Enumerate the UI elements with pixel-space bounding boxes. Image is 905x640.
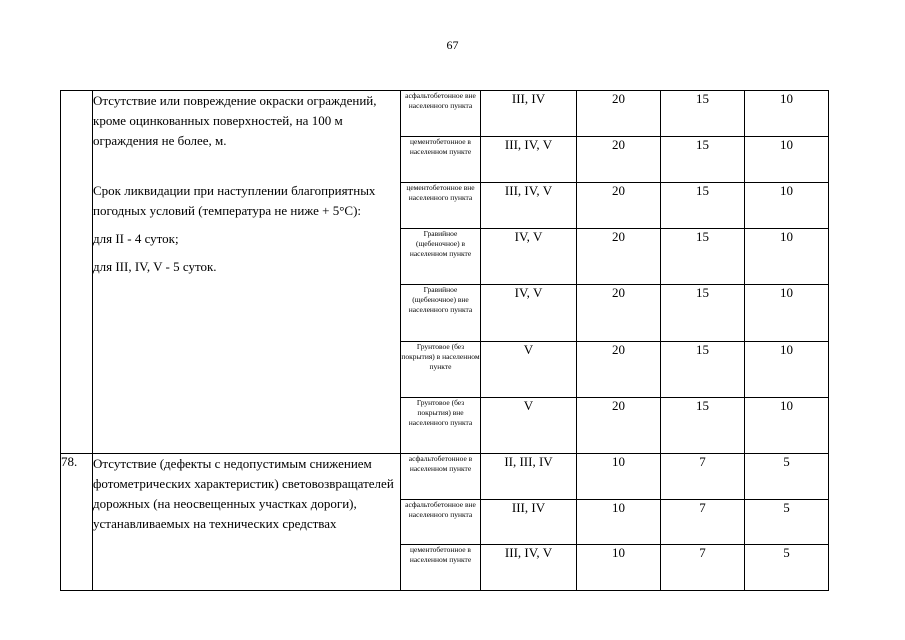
value-1: 20: [577, 137, 661, 183]
surface-type: Гравийное (щебеночное) в населенном пункте: [401, 229, 481, 285]
surface-type: Грунтовое (без покрытия) вне населенного пункта: [401, 398, 481, 454]
value-2: 7: [661, 500, 745, 545]
surface-type: цементобетонное в населенном пункте: [401, 137, 481, 183]
value-3: 5: [745, 545, 829, 591]
value-3: 10: [745, 137, 829, 183]
description-paragraph: Отсутствие (дефекты с недопустимым снижением фотометрических характеристик) световозвращателей дорожных (на неосвещенных участках дороги), устанавливаемых на технических средствах: [93, 456, 394, 531]
value-2: 15: [661, 342, 745, 398]
value-1: 10: [577, 454, 661, 500]
surface-type: асфальтобетонное вне населенного пункта: [401, 500, 481, 545]
value-2: 15: [661, 91, 745, 137]
row-description: [93, 91, 401, 454]
road-category: V: [481, 398, 577, 454]
road-category: III, IV: [481, 500, 577, 545]
value-2: 7: [661, 454, 745, 500]
value-2: 15: [661, 137, 745, 183]
description-paragraph: Срок ликвидации при наступлении благоприятных погодных условий (температура не ниже + 5°С):: [93, 183, 376, 218]
value-3: 5: [745, 454, 829, 500]
value-3: 10: [745, 285, 829, 342]
value-3: 10: [745, 342, 829, 398]
road-category: III, IV, V: [481, 183, 577, 229]
value-3: 10: [745, 398, 829, 454]
value-1: 20: [577, 342, 661, 398]
surface-type: асфальтобетонное в населенном пункте: [401, 454, 481, 500]
value-2: 15: [661, 398, 745, 454]
road-category: III, IV, V: [481, 137, 577, 183]
road-category: III, IV, V: [481, 545, 577, 591]
value-1: 20: [577, 398, 661, 454]
value-3: 10: [745, 91, 829, 137]
road-category: III, IV: [481, 91, 577, 137]
road-category: IV, V: [481, 229, 577, 285]
surface-type: цементобетонное вне населенного пункта: [401, 183, 481, 229]
page-number: 67: [446, 38, 459, 52]
table-row: [61, 91, 829, 137]
value-1: 20: [577, 183, 661, 229]
value-3: 5: [745, 500, 829, 545]
table-row: [61, 454, 829, 500]
row-number: 78.: [61, 454, 93, 591]
surface-type: асфальтобетонное вне населенного пункта: [401, 91, 481, 137]
road-category: IV, V: [481, 285, 577, 342]
value-3: 10: [745, 229, 829, 285]
surface-type: Грунтовое (без покрытия) в населенном пункте: [401, 342, 481, 398]
value-3: 10: [745, 183, 829, 229]
value-1: 20: [577, 285, 661, 342]
row-number: [61, 91, 93, 454]
surface-type: цементобетонное в населенном пункте: [401, 545, 481, 591]
value-2: 15: [661, 285, 745, 342]
row-description: [93, 454, 401, 591]
road-category: V: [481, 342, 577, 398]
value-1: 10: [577, 545, 661, 591]
description-paragraph: для II - 4 суток;: [93, 231, 179, 246]
value-1: 10: [577, 500, 661, 545]
value-2: 7: [661, 545, 745, 591]
requirements-table: [60, 90, 829, 591]
value-2: 15: [661, 229, 745, 285]
surface-type: Гравийное (щебеночное) вне населенного пункта: [401, 285, 481, 342]
value-1: 20: [577, 229, 661, 285]
description-paragraph: для III, IV, V - 5 суток.: [93, 259, 217, 274]
value-2: 15: [661, 183, 745, 229]
road-category: II, III, IV: [481, 454, 577, 500]
value-1: 20: [577, 91, 661, 137]
description-paragraph: Отсутствие или повреждение окраски ограждений, кроме оцинкованных поверхностей, на 100 м ограждения не более, м.: [93, 93, 377, 148]
